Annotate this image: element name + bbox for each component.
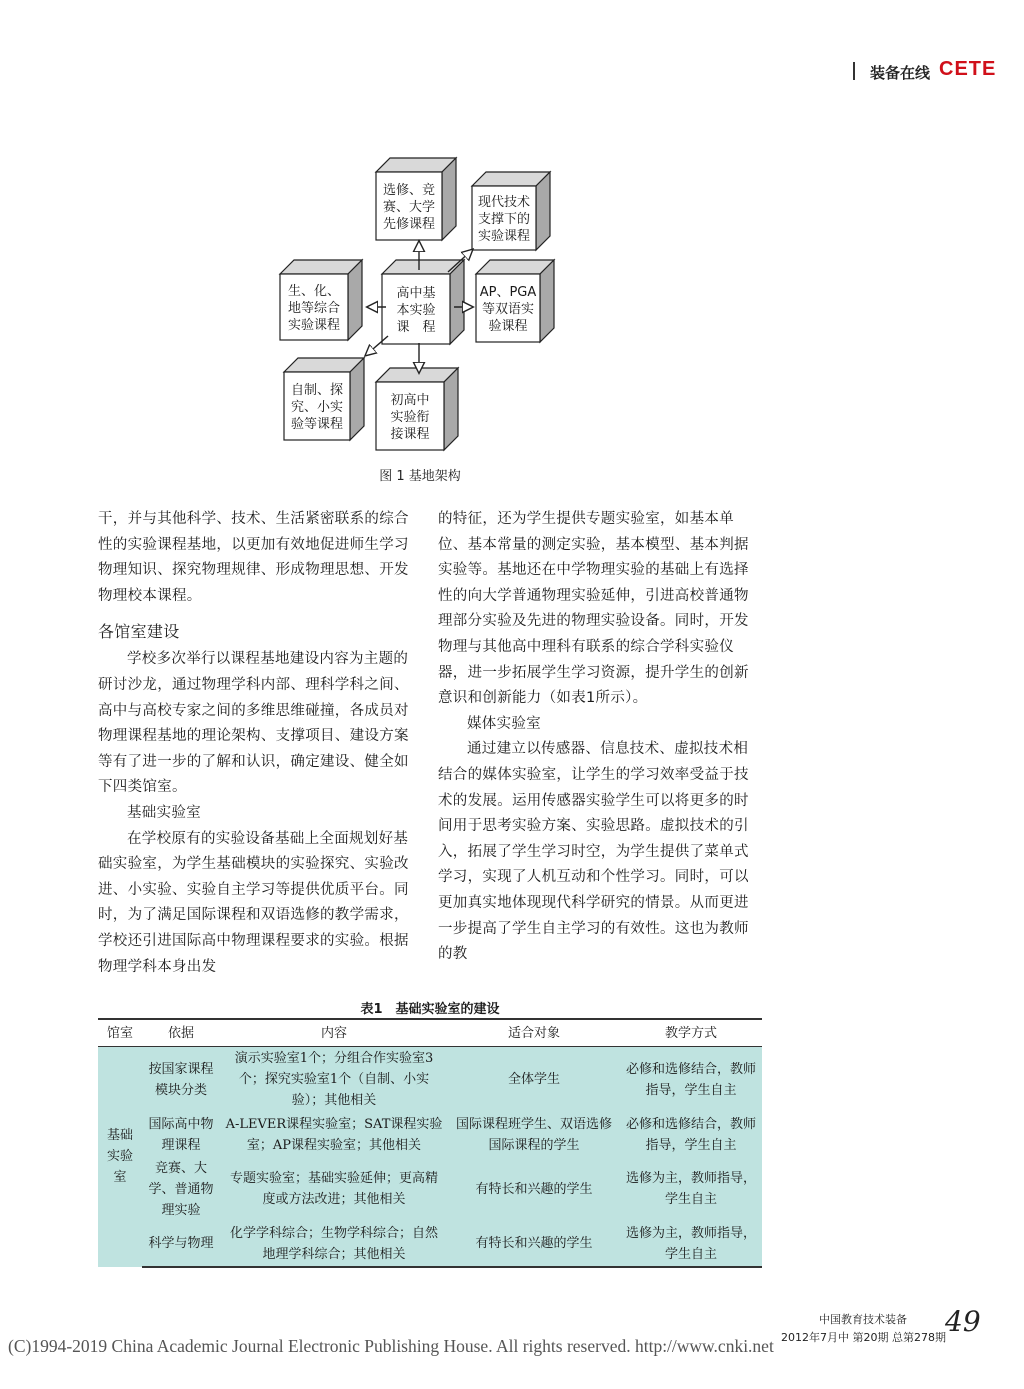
- method-cell: 选修为主，教师指导，学生自主: [620, 1222, 762, 1267]
- content-cell: 演示实验室1个；分组合作实验室3个；探究实验室1个（自制、小实验）；其他相关: [220, 1047, 448, 1113]
- cube-label-line: 赛、大学: [382, 200, 436, 215]
- cube-label-line: 初高中: [390, 393, 430, 408]
- cube-label-line: 先修课程: [382, 217, 436, 232]
- method-cell: 必修和选修结合，教师指导，学生自主: [620, 1113, 762, 1157]
- cube-label-line: 现代技术: [477, 195, 531, 210]
- cube-integrated-science: [280, 260, 362, 340]
- cube-label-line: AP、PGA: [479, 285, 537, 300]
- target-cell: 国际课程班学生、双语选修国际课程的学生: [448, 1113, 620, 1157]
- cube-junior-senior-link: [376, 368, 458, 450]
- cube-label-line: 支撑下的: [477, 212, 531, 227]
- cube-label-line: 课 程: [396, 320, 436, 335]
- page-number: 49: [945, 1305, 981, 1338]
- cube-label-line: 实验课程: [477, 229, 531, 244]
- cube-core-course: [382, 260, 464, 344]
- cube-modern-tech: [472, 172, 550, 250]
- cube-label-line: 生、化、: [287, 284, 341, 299]
- paragraph: 学校多次举行以课程基地建设内容为主题的研讨沙龙，通过物理学科内部、理科学科之间、高中与高校专家之间的多维思维碰撞，各成员对物理课程基地的理论架构、支撑项目、建设方案等有了进一步的了解和认识，确定建设、健全如下四类馆室。: [98, 651, 409, 796]
- column-header-basis: 依据: [142, 1019, 220, 1047]
- content-cell: 化学学科综合；生物学科综合；自然地理学科综合；其他相关: [220, 1222, 448, 1267]
- column-header-method: 教学方式: [620, 1019, 762, 1047]
- table-title: 表1 基础实验室的建设: [360, 1002, 500, 1017]
- header-site-name: 装备在线: [870, 64, 931, 82]
- basis-cell: 科学与物理: [142, 1222, 220, 1267]
- text-column-right: [438, 507, 756, 968]
- copyright-notice: (C)1994-2019 China Academic Journal Electronic Publishing House. All rights reserved. http://www.cnki.net: [8, 1336, 774, 1356]
- basis-cell: 竞赛、大学、普通物理实验: [142, 1157, 220, 1222]
- cube-self-made-experiment: [284, 358, 364, 440]
- room-cell: 基础 实验 室: [98, 1047, 142, 1267]
- method-cell: 选修为主，教师指导，学生自主: [620, 1157, 762, 1222]
- cube-label-line: 等双语实: [481, 302, 535, 317]
- cube-label-line: 接课程: [390, 427, 430, 442]
- cube-label-line: 自制、探: [290, 383, 344, 398]
- section-heading: 各馆室建设: [98, 622, 180, 642]
- paragraph: 在学校原有的实验设备基础上全面规划好基础实验室，为学生基础模块的实验探究、实验改进、小实验、实验自主学习等提供优质平台。同时，为了满足国际课程和双语选修的教学需求，学校还引进国际高中物理课程要求的实验。根据物理学科本身出发: [98, 830, 409, 975]
- table-row: [98, 1157, 762, 1222]
- table-row: [98, 1047, 762, 1113]
- arrow-down-left: [366, 336, 388, 355]
- target-cell: 有特长和兴趣的学生: [448, 1222, 620, 1267]
- base-architecture-diagram: [276, 150, 576, 455]
- paragraph: 通过建立以传感器、信息技术、虚拟技术相结合的媒体实验室，让学生的学习效率受益于技术的发展。运用传感器实验学生可以将更多的时间用于思考实验方案、实验思路。虚拟技术的引入，拓展了学生学习时空，为学生提供了菜单式学习，实现了人机互动和个性学习。同时，可以更加真实地体现现代科学研究的情景。从而更进一步提高了学生自主学习的有效性。这也为教师的教: [438, 741, 749, 963]
- figure-caption: 图 1 基地架构: [379, 469, 461, 484]
- table-row: [98, 1113, 762, 1157]
- column-header-content: 内容: [220, 1019, 448, 1047]
- cube-label-line: 本实验: [396, 303, 436, 318]
- cube-label-line: 实验课程: [287, 318, 341, 333]
- content-cell: 专题实验室；基础实验延伸；更高精度或方法改进；其他相关: [220, 1157, 448, 1222]
- footer-issue-info: 2012年7月中 第20期 总第278期: [781, 1331, 946, 1344]
- method-cell: 必修和选修结合，教师指导，学生自主: [620, 1047, 762, 1113]
- header-divider: [853, 62, 855, 80]
- cube-label-line: 高中基: [396, 286, 436, 301]
- footer-journal-name: 中国教育技术装备: [819, 1313, 907, 1326]
- content-cell: A-LEVER课程实验室；SAT课程实验室；AP课程实验室；其他相关: [220, 1113, 448, 1157]
- subsection-heading: 基础实验室: [127, 804, 201, 821]
- cube-label-line: 验课程: [488, 319, 528, 334]
- target-cell: 有特长和兴趣的学生: [448, 1157, 620, 1222]
- paragraph: 干，并与其他科学、技术、生活紧密联系的综合性的实验课程基地，以更加有效地促进师生学习物理知识、探究物理规律、形成物理思想、开发物理校本课程。: [98, 511, 409, 604]
- cube-elective-competition: [376, 158, 456, 240]
- target-cell: 全体学生: [448, 1047, 620, 1113]
- cube-label-line: 地等综合: [287, 301, 341, 316]
- column-header-room: 馆室: [98, 1019, 142, 1047]
- paragraph: 的特征，还为学生提供专题实验室，如基本单位、基本常量的测定实验，基本模型、基本判据实验等。基地还在中学物理实验的基础上有选择性的向大学普通物理实验延伸，引进高校普通物理部分实验及先进的物理实验设备。同时，开发物理与其他高中理科有联系的综合学科实验仪器，进一步拓展学生学习资源，提升学生的创新意识和创新能力（如表1所示）。: [438, 511, 749, 707]
- header-brand-logo: CETE: [939, 58, 997, 80]
- subsection-heading: 媒体实验室: [467, 715, 541, 732]
- column-header-target: 适合对象: [448, 1019, 620, 1047]
- basis-cell: 按国家课程模块分类: [142, 1047, 220, 1113]
- table-row: [98, 1222, 762, 1267]
- text-column-left: [98, 507, 416, 980]
- cube-bilingual: [476, 260, 554, 342]
- cube-label-line: 实验衔: [390, 410, 430, 425]
- cube-label-line: 选修、竞: [382, 183, 436, 198]
- lab-construction-table: [98, 1018, 762, 1268]
- cube-label-line: 验等课程: [290, 417, 344, 432]
- basis-cell: 国际高中物理课程: [142, 1113, 220, 1157]
- cube-label-line: 究、小实: [290, 400, 344, 415]
